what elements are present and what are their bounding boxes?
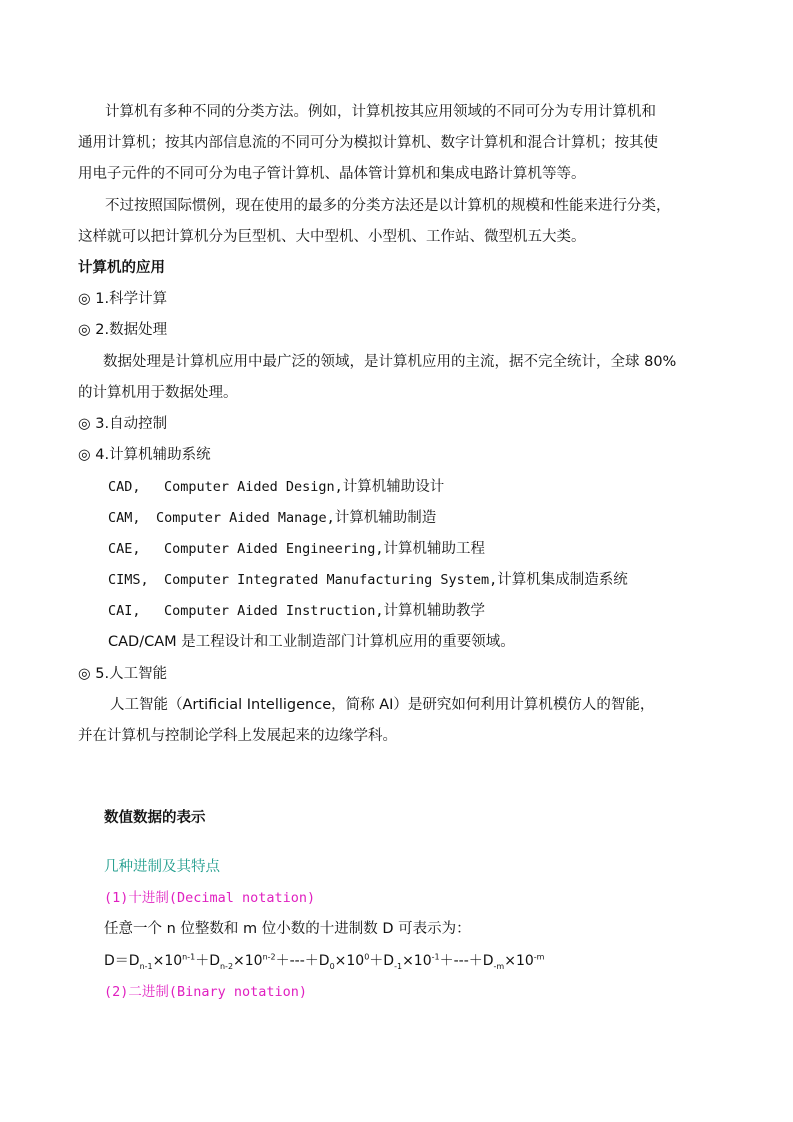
decimal-formula: $D=D_{n-1}\times 10^{n-1}+D_{n-2}\times 10^{n-2}+---+D_0\times 10^0+D_{-1}\times 10^{-1}+---+D_{-m}\times 10^{-m}$ bbox=[104, 952, 545, 971]
cad-row bbox=[108, 477, 444, 497]
paragraph-line: 计算机有多种不同的分类方法。例如，计算机按其应用领域的不同可分为专用计算机和 bbox=[105, 104, 656, 120]
cad-row bbox=[108, 601, 485, 621]
cad-zh: 计算机辅助教学 bbox=[383, 603, 485, 619]
paragraph-line: 的计算机用于数据处理。 bbox=[78, 385, 238, 401]
sub-heading: 几种进制及其特点 bbox=[104, 859, 220, 875]
cad-row bbox=[108, 508, 436, 528]
cad-row bbox=[108, 570, 628, 590]
list-item: ◎ 3.自动控制 bbox=[78, 416, 168, 432]
list-item: ◎ 2.数据处理 bbox=[78, 322, 168, 338]
cad-en: Computer Aided Instruction, bbox=[164, 603, 384, 619]
paragraph-line: 人工智能（Artificial Intelligence，简称 AI）是研究如何利用计算机模仿人的智能， bbox=[110, 697, 655, 713]
paragraph-line: 数据处理是计算机应用中最广泛的领域，是计算机应用的主流，据不完全统计，全球 80% bbox=[103, 354, 677, 370]
cad-abbr: CAE, bbox=[108, 541, 141, 557]
cad-en: Computer Aided Design, bbox=[164, 479, 343, 495]
paragraph-line: 并在计算机与控制论学科上发展起来的边缘学科。 bbox=[78, 728, 397, 744]
paragraph-line: 不过按照国际惯例，现在使用的最多的分类方法还是以计算机的规模和性能来进行分类， bbox=[105, 198, 671, 214]
cad-en: Computer Integrated Manufacturing System, bbox=[164, 572, 498, 588]
section-heading: 计算机的应用 bbox=[78, 260, 165, 276]
cad-en: Computer Aided Engineering, bbox=[164, 541, 384, 557]
paragraph-line: 任意一个 n 位整数和 m 位小数的十进制数 D 可表示为： bbox=[104, 921, 471, 937]
section-heading: 数值数据的表示 bbox=[104, 810, 206, 826]
cad-row bbox=[108, 539, 485, 559]
cad-abbr: CAD, bbox=[108, 479, 141, 495]
cad-abbr: CAI, bbox=[108, 603, 141, 619]
decimal-label: (1)十进制(Decimal notation) bbox=[104, 890, 316, 906]
paragraph-line: 这样就可以把计算机分为巨型机、大中型机、小型机、工作站、微型机五大类。 bbox=[78, 229, 586, 245]
paragraph-line: CAD/CAM 是工程设计和工业制造部门计算机应用的重要领域。 bbox=[108, 634, 515, 650]
list-item: ◎ 4.计算机辅助系统 bbox=[78, 447, 211, 463]
cad-zh: 计算机辅助设计 bbox=[342, 479, 445, 495]
cad-zh: 计算机辅助制造 bbox=[334, 510, 437, 526]
list-item: ◎ 5.人工智能 bbox=[78, 666, 168, 682]
list-item: ◎ 1.科学计算 bbox=[78, 291, 168, 307]
cad-zh: 计算机集成制造系统 bbox=[497, 572, 628, 588]
cad-abbr: CAM, bbox=[108, 510, 141, 526]
cad-en: Computer Aided Manage, bbox=[156, 510, 335, 526]
paragraph-line: 通用计算机；按其内部信息流的不同可分为模拟计算机、数字计算机和混合计算机；按其使 bbox=[78, 135, 658, 151]
paragraph-line: 用电子元件的不同可分为电子管计算机、晶体管计算机和集成电路计算机等等。 bbox=[78, 166, 586, 182]
cad-abbr: CIMS, bbox=[108, 572, 149, 588]
binary-label: (2)二进制(Binary notation) bbox=[104, 984, 308, 1000]
cad-zh: 计算机辅助工程 bbox=[383, 541, 485, 557]
